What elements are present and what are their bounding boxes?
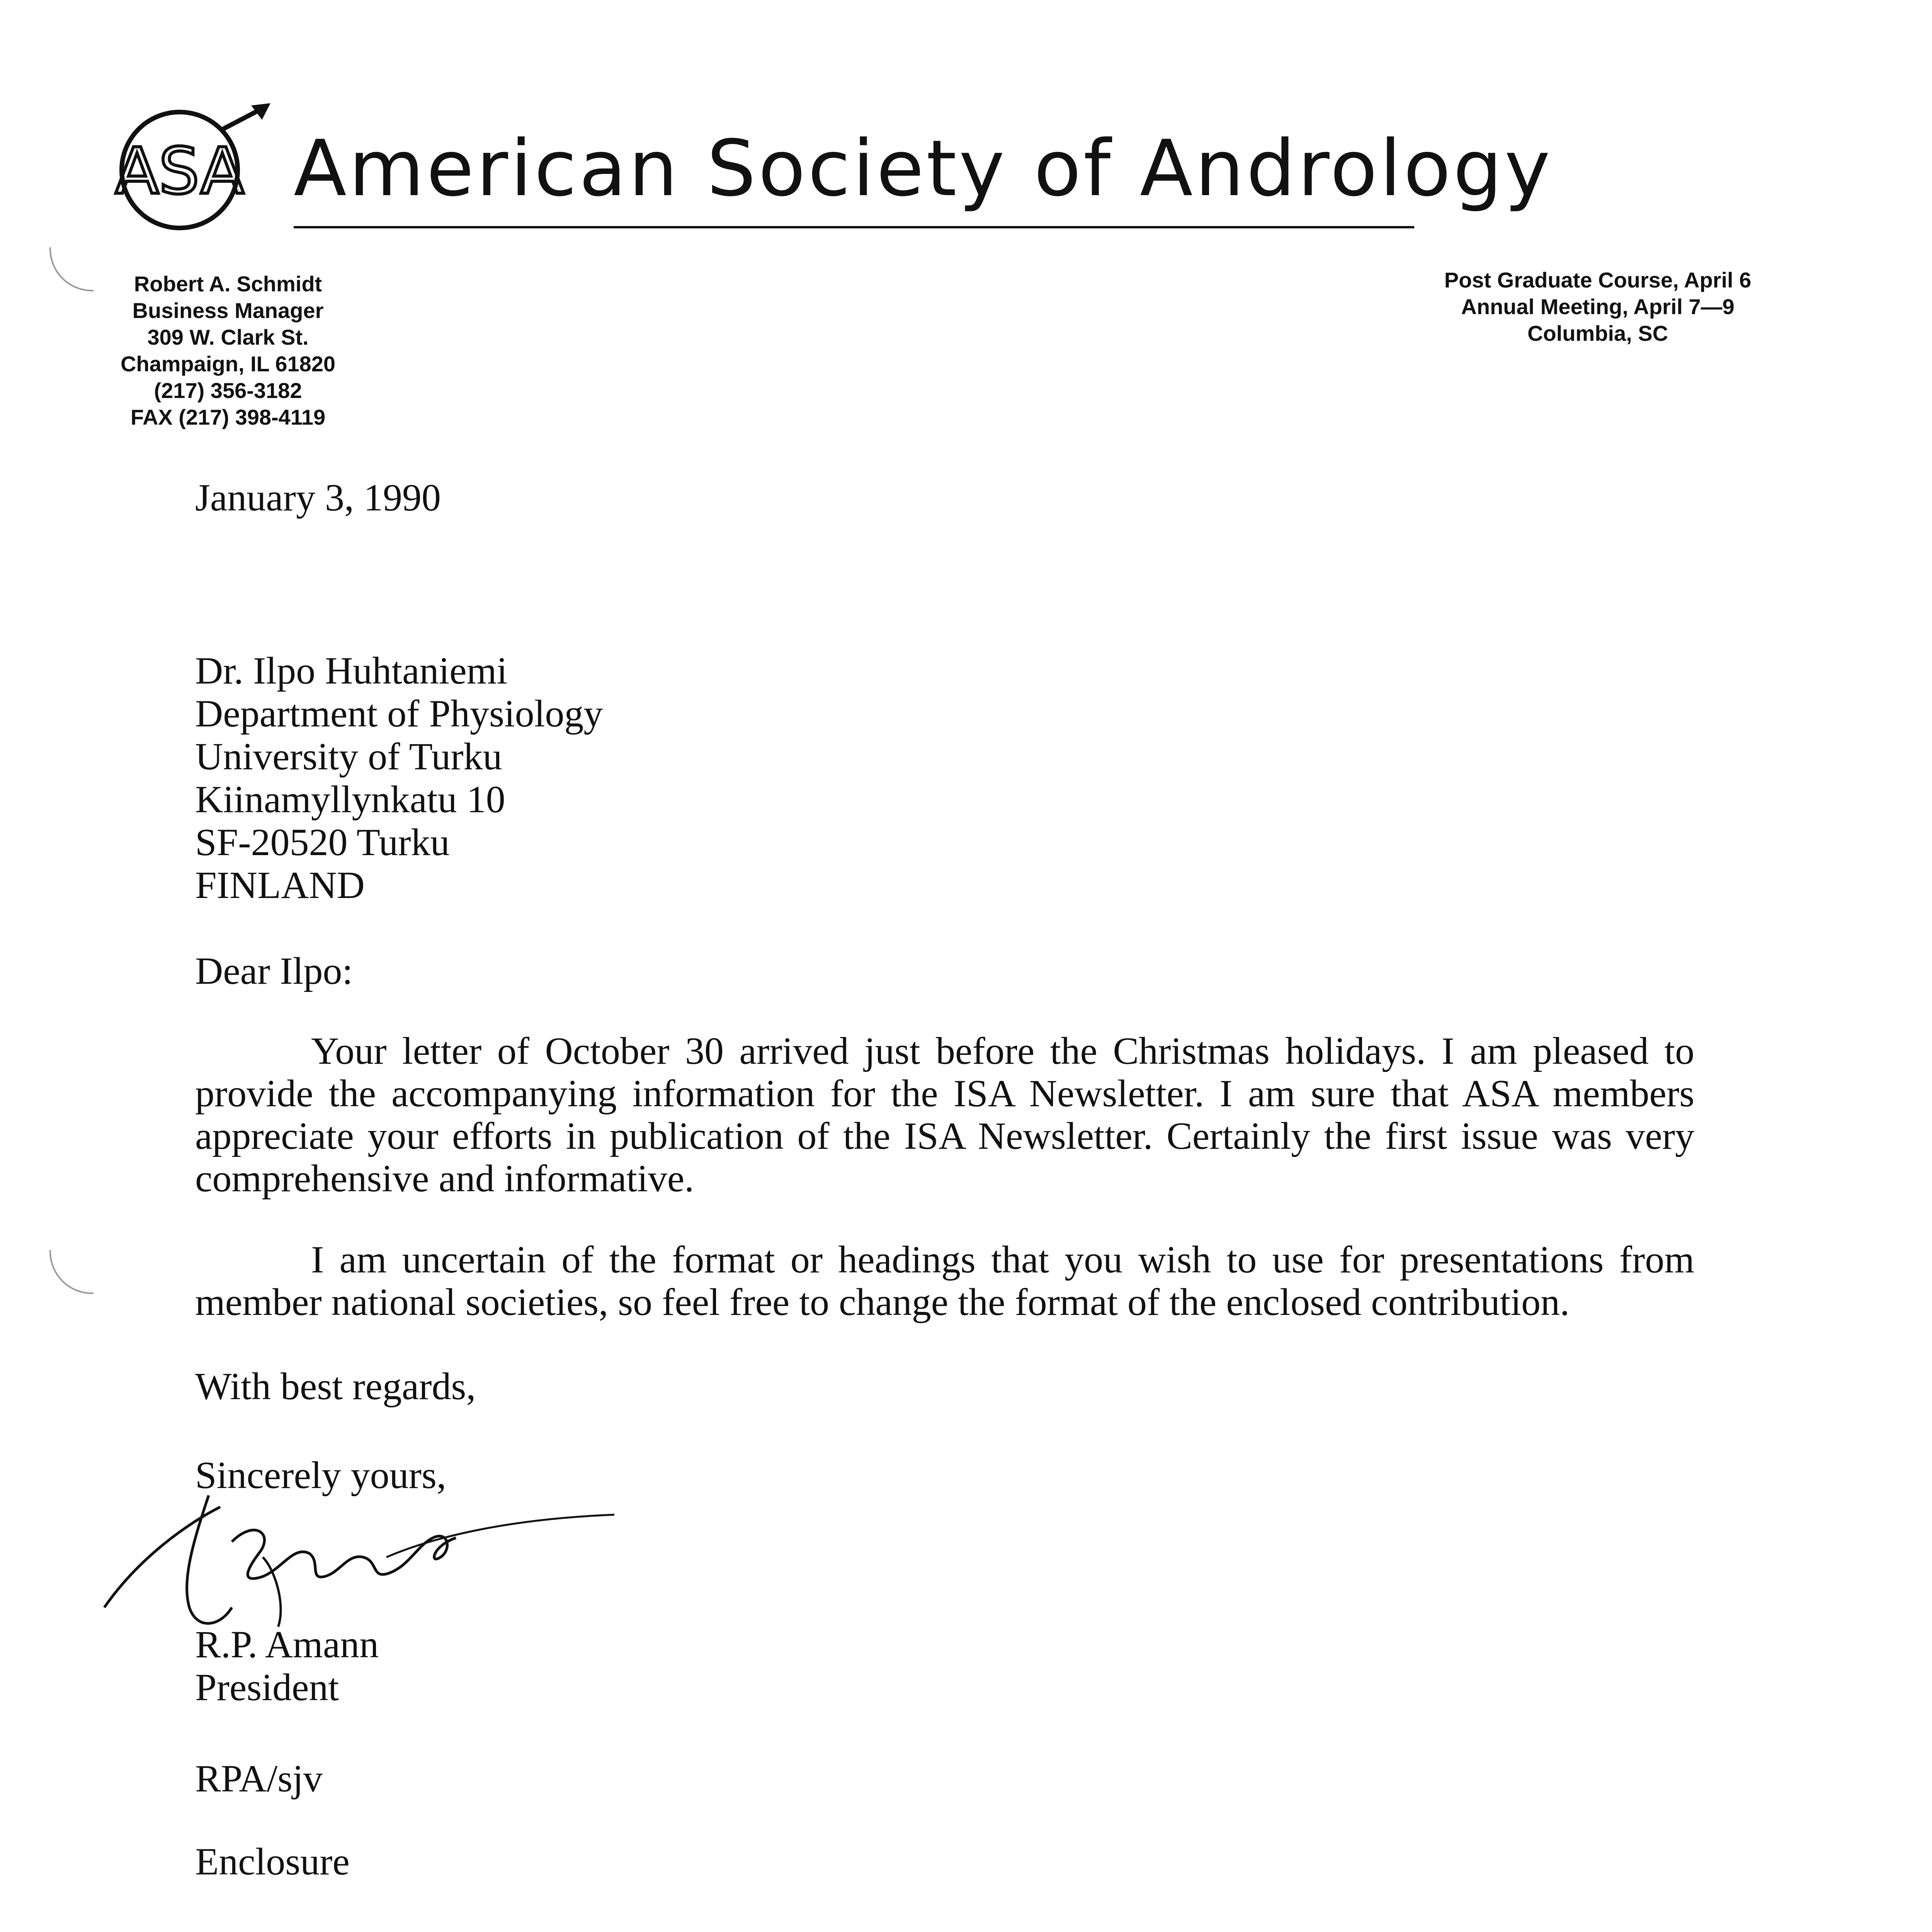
punch-hole-top <box>49 247 94 291</box>
recipient-line: Kiinamyllynkatu 10 <box>195 778 505 821</box>
business-phone: (217) 356-3182 <box>154 378 302 403</box>
recipient-line: SF-20520 Turku <box>195 821 450 864</box>
body-paragraph: I am uncertain of the format or headings that you wish to use for presentations from member national societies, so feel free to change the format of the enclosed contribution. <box>195 1238 1694 1323</box>
business-street: 309 W. Clark St. <box>147 325 309 349</box>
asa-logo <box>112 99 305 245</box>
letter-date: January 3, 1990 <box>195 476 441 519</box>
business-fax: FAX (217) 398-4119 <box>130 405 326 429</box>
body-paragraph: Your letter of October 30 arrived just before the Christmas holidays. I am pleased to provide the accompanying information for the ISA Newsletter. I am sure that ASA members appreciate your efforts in publication of the ISA Newsletter. Certainly the first issue was very comprehensive and informative. <box>195 1029 1694 1200</box>
signer-block <box>195 1623 379 1709</box>
recipient-line: University of Turku <box>195 735 502 778</box>
business-city: Champaign, IL 61820 <box>120 352 336 376</box>
salutation: Dear Ilpo: <box>195 949 353 992</box>
business-manager-block <box>93 270 363 430</box>
signer-name: R.P. Amann <box>195 1623 379 1666</box>
sign-off: Sincerely yours, <box>195 1454 446 1497</box>
punch-hole-middle <box>49 1250 94 1294</box>
enclosure-note: Enclosure <box>195 1840 350 1883</box>
meeting-annual: Annual Meeting, April 7—9 <box>1461 294 1735 319</box>
society-name: American Society of Andrology <box>294 124 1553 214</box>
meeting-info-block <box>1391 267 1804 347</box>
closing: With best regards, <box>195 1365 476 1408</box>
recipient-line: Dr. Ilpo Huhtaniemi <box>195 649 508 692</box>
header-rule <box>294 226 1414 228</box>
business-manager-title: Business Manager <box>132 298 324 323</box>
meeting-course: Post Graduate Course, April 6 <box>1444 268 1752 292</box>
business-manager-name: Robert A. Schmidt <box>134 272 322 296</box>
recipient-line: Department of Physiology <box>195 692 603 735</box>
logo-text: ASA <box>115 134 244 208</box>
signer-title: President <box>195 1666 339 1709</box>
recipient-line: FINLAND <box>195 864 365 906</box>
recipient-address <box>195 649 603 906</box>
reference-initials: RPA/sjv <box>195 1757 323 1800</box>
meeting-location: Columbia, SC <box>1527 321 1668 345</box>
